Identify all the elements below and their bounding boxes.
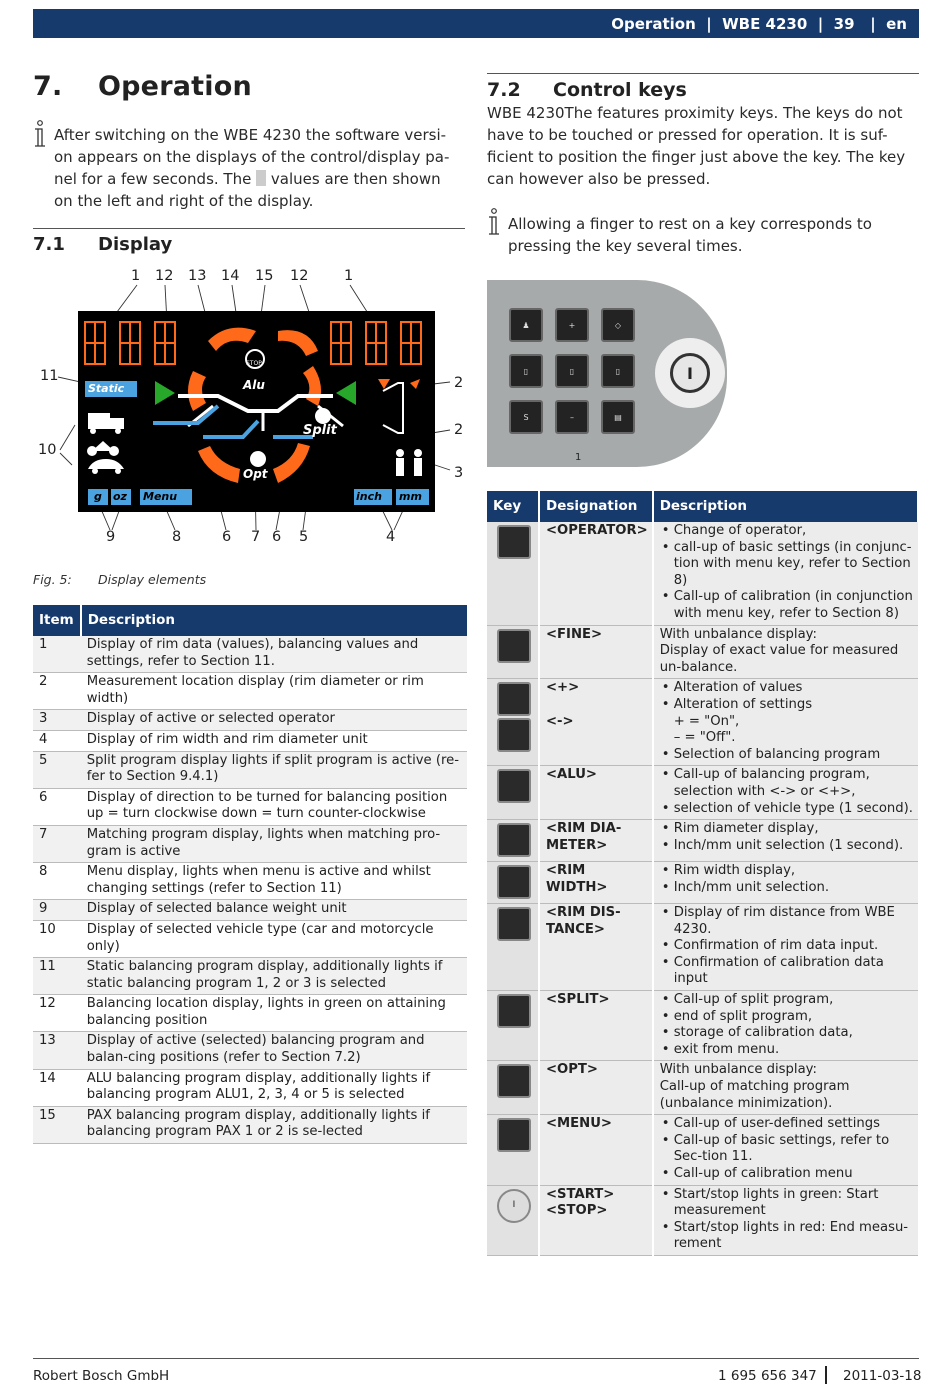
key-icon-cell — [487, 1061, 539, 1115]
item-description: Display of rim data (values), balancing values and settings, refer to Section 11. — [81, 636, 467, 673]
callout: 14 — [221, 268, 240, 284]
key-name: <-> — [546, 713, 574, 729]
item-description: PAX balancing program display, additionally lights if balancing program PAX 1 or 2 is se-lected — [81, 1106, 467, 1143]
table-row — [487, 1185, 918, 1255]
key-name: <MENU> — [546, 1116, 612, 1132]
item-number: 5 — [33, 751, 81, 788]
table-row — [487, 862, 918, 904]
table-row — [487, 625, 918, 679]
menu-key-icon: ▤ — [601, 400, 635, 434]
item-number: 6 — [33, 788, 81, 825]
paragraph-line: ficient to position the finger just above the key. The key — [487, 148, 906, 166]
footer-divider — [825, 1366, 827, 1384]
table-row — [33, 995, 467, 1032]
item-number: 10 — [33, 920, 81, 957]
item-description: Menu display, lights when menu is active and whilst changing settings (refer to Section 11) — [81, 863, 467, 900]
oz-label: oz — [113, 490, 127, 503]
callout: 1 — [131, 268, 141, 284]
key-designation — [539, 991, 653, 1061]
key-name: <ALU> — [546, 767, 597, 783]
table-row — [33, 730, 467, 751]
inch-label: inch — [356, 490, 382, 503]
info-line: nel for a few seconds. The values are then shown — [54, 170, 441, 188]
paragraph-line: can however also be pressed. — [487, 170, 711, 188]
description-item: • Call-up of basic settings, refer to Sec-tion 11. — [660, 1133, 914, 1166]
table-row — [33, 900, 467, 921]
rim-distance-key-icon: ▯ — [601, 354, 635, 388]
description-item: • Confirmation of calibration data input — [660, 955, 914, 988]
item-description: Display of direction to be turned for balancing position up = turn clockwise down = turn counter-clockwise — [81, 788, 467, 825]
column-header: Description — [653, 491, 918, 522]
stop-label: STOP — [246, 360, 262, 367]
callout: 4 — [386, 529, 396, 545]
key-designation — [539, 1061, 653, 1115]
description-item: • selection of vehicle type (1 second). — [660, 801, 914, 818]
control-panel — [487, 280, 727, 467]
key-description — [653, 862, 918, 904]
key-description — [653, 766, 918, 820]
key-name: <RIM DIS-TANCE> — [546, 905, 621, 937]
description-item: • Change of operator, — [660, 523, 914, 540]
rim-diameter-icon — [497, 823, 531, 857]
table-row — [487, 1115, 918, 1185]
column-header: Designation — [539, 491, 653, 522]
item-number: 14 — [33, 1069, 81, 1106]
description-line: Call-up of matching program (unbalance minimization). — [659, 1079, 850, 1111]
callout: 7 — [251, 529, 261, 545]
column-header: Description — [81, 605, 467, 636]
figure-caption: Display elements — [98, 572, 207, 587]
page-header: Operation | WBE 4230 | 39 | en — [33, 9, 919, 38]
item-description: Measurement location display (rim diameter or rim width) — [81, 673, 467, 710]
info-line: pressing the key several times. — [508, 237, 743, 255]
key-designation — [539, 904, 653, 991]
description-item: • Confirmation of rim data input. — [660, 938, 914, 955]
figure-caption-label: Fig. 5: — [33, 572, 72, 587]
static-label: Static — [88, 382, 125, 395]
section-title: Operation — [98, 71, 252, 102]
description-item: • Call-up of calibration menu — [660, 1166, 914, 1183]
callout: 6 — [272, 529, 282, 545]
key-description — [653, 522, 918, 625]
callout: 6 — [222, 529, 232, 545]
split-label: Split — [303, 423, 337, 438]
panel-label: 1 — [575, 452, 582, 463]
paragraph-line: WBE 4230The features proximity keys. The keys do not — [487, 104, 903, 122]
key-description — [653, 820, 918, 862]
table-row — [33, 825, 467, 862]
callout: 1 — [344, 268, 354, 284]
key-name: <OPT> — [546, 1062, 598, 1078]
alu-icon — [497, 769, 531, 803]
item-table — [33, 605, 467, 1144]
item-number: 4 — [33, 730, 81, 751]
operator-key-icon: ♟ — [509, 308, 543, 342]
display-panel — [78, 311, 435, 512]
item-description: Split program display lights if split program is active (re-fer to Section 9.4.1) — [81, 751, 467, 788]
info-icon — [32, 120, 50, 150]
item-description: Display of active (selected) balancing program and balan-cing positions (refer to Section 7.2) — [81, 1032, 467, 1069]
item-description: Display of selected vehicle type (car and motorcycle only) — [81, 920, 467, 957]
menu-icon — [497, 1118, 531, 1152]
display-graphic — [78, 311, 435, 512]
rim-width-icon — [497, 865, 531, 899]
table-row — [487, 679, 918, 766]
description-item: • Rim diameter display, — [660, 821, 914, 838]
rim-width-key-icon: ▯ — [555, 354, 589, 388]
key-description — [653, 991, 918, 1061]
footer-company: Robert Bosch GmbH — [33, 1368, 170, 1384]
key-name: <OPERATOR> — [546, 523, 648, 538]
key-icon-cell — [487, 1185, 539, 1255]
table-row — [33, 751, 467, 788]
callout: 13 — [188, 268, 207, 284]
table-row — [487, 1061, 918, 1115]
section-number: 7.2 — [487, 79, 521, 101]
item-number: 7 — [33, 825, 81, 862]
description-item: – = "Off". — [673, 730, 736, 746]
key-icon-cell — [487, 904, 539, 991]
rim-diameter-key-icon: ▯ — [509, 354, 543, 388]
column-header: Item — [33, 605, 81, 636]
description-item: • storage of calibration data, — [660, 1025, 914, 1042]
table-row — [33, 920, 467, 957]
key-designation — [539, 820, 653, 862]
callout: 15 — [255, 268, 274, 284]
key-name: <RIM DIA-METER> — [546, 821, 622, 853]
description-item: • Call-up of split program, — [660, 992, 914, 1009]
item-number: 15 — [33, 1106, 81, 1143]
description-item: • Alteration of settings — [660, 697, 914, 714]
footer-date: 2011-03-18 — [843, 1368, 922, 1384]
key-table — [487, 491, 919, 1256]
table-row — [487, 522, 918, 625]
key-icon-cell — [487, 862, 539, 904]
callout: 2 — [454, 375, 464, 391]
description-item: • Inch/mm unit selection. — [660, 880, 914, 897]
callout: 8 — [172, 529, 182, 545]
key-designation — [539, 625, 653, 679]
opt-label: Opt — [243, 467, 268, 481]
table-row — [487, 991, 918, 1061]
item-number: 2 — [33, 673, 81, 710]
item-description: Static balancing program display, additionally lights if static balancing program 1, 2 or 3 is selected — [81, 958, 467, 995]
table-row — [33, 1106, 467, 1143]
item-number: 12 — [33, 995, 81, 1032]
description-item: • Call-up of user-defined settings — [660, 1116, 914, 1133]
table-row — [33, 863, 467, 900]
split-key-icon: S — [509, 400, 543, 434]
table-row — [487, 904, 918, 991]
plus-minus-icon — [497, 682, 531, 716]
section-title: Control keys — [553, 79, 687, 101]
start-stop-icon: I — [497, 1189, 531, 1223]
key-name: <STOP> — [546, 1203, 608, 1219]
description-item: • Start/stop lights in green: Start measurement — [660, 1187, 914, 1220]
rim-distance-icon — [497, 907, 531, 941]
section-number: 7. — [33, 71, 63, 102]
key-icon-cell — [487, 820, 539, 862]
key-name: <START> — [546, 1186, 615, 1202]
digit-icon — [256, 170, 266, 186]
key-description — [653, 1185, 918, 1255]
key-icon-cell — [487, 679, 539, 766]
table-row — [33, 1069, 467, 1106]
fine-key-icon: + — [555, 308, 589, 342]
key-designation — [539, 862, 653, 904]
key-description — [653, 1115, 918, 1185]
item-number: 3 — [33, 710, 81, 731]
key-description — [653, 679, 918, 766]
key-designation — [539, 522, 653, 625]
key-icon-cell — [487, 625, 539, 679]
section-number: 7.1 — [33, 234, 65, 255]
alu-label: Alu — [243, 378, 265, 392]
description-item: • Alteration of values — [660, 680, 914, 697]
key-description — [653, 1061, 918, 1115]
key-designation — [539, 1115, 653, 1185]
description-item: + = "On", — [673, 713, 740, 729]
key-name: <SPLIT> — [546, 992, 610, 1008]
item-number: 11 — [33, 958, 81, 995]
table-row — [33, 673, 467, 710]
item-description: ALU balancing program display, additionally lights if balancing program ALU1, 2, 3, 4 or 5 is selected — [81, 1069, 467, 1106]
item-description: Balancing location display, lights in green on attaining balancing position — [81, 995, 467, 1032]
callout: 2 — [454, 422, 464, 438]
callout: 3 — [454, 465, 464, 481]
key-designation — [539, 679, 653, 766]
callout: 11 — [40, 368, 59, 384]
operator-icon — [497, 525, 531, 559]
description-line: With unbalance display: — [659, 1062, 817, 1078]
item-description: Display of active or selected operator — [81, 710, 467, 731]
item-description: Display of rim width and rim diameter unit — [81, 730, 467, 751]
description-item: • Selection of balancing program — [660, 747, 914, 764]
info-line: Allowing a finger to rest on a key corresponds to — [508, 215, 872, 233]
key-icon-cell — [487, 991, 539, 1061]
column-header: Key — [487, 491, 539, 522]
info-line: After switching on the WBE 4230 the software versi- — [54, 126, 447, 144]
item-description: Matching program display, lights when matching pro-gram is active — [81, 825, 467, 862]
callout: 9 — [106, 529, 116, 545]
item-number: 8 — [33, 863, 81, 900]
key-designation — [539, 1185, 653, 1255]
description-item: • Call-up of balancing program, selection with <-> or <+>, — [660, 767, 914, 800]
minus-icon — [497, 718, 531, 752]
description-line: Display of exact value for measured un-balance. — [659, 643, 899, 675]
mm-label: mm — [399, 490, 422, 503]
g-label: g — [94, 490, 102, 503]
item-number: 13 — [33, 1032, 81, 1069]
table-row — [33, 958, 467, 995]
item-number: 1 — [33, 636, 81, 673]
callout: 12 — [155, 268, 174, 284]
callout: 12 — [290, 268, 309, 284]
footer-docno: 1 695 656 347 — [718, 1368, 817, 1384]
key-name: <+> — [546, 680, 580, 696]
fine-icon — [497, 629, 531, 663]
description-item: • Display of rim distance from WBE 4230. — [660, 905, 914, 938]
description-item: • Rim width display, — [660, 863, 914, 880]
table-row — [487, 820, 918, 862]
alu-key-icon: ◇ — [601, 308, 635, 342]
table-row — [33, 636, 467, 673]
key-designation — [539, 766, 653, 820]
description-item: • end of split program, — [660, 1009, 914, 1026]
key-description — [653, 904, 918, 991]
key-icon-cell — [487, 522, 539, 625]
info-icon — [486, 208, 504, 238]
paragraph-line: have to be touched or pressed for operation. It is suf- — [487, 126, 888, 144]
opt-key-icon: – — [555, 400, 589, 434]
key-icon-cell — [487, 1115, 539, 1185]
item-description: Display of selected balance weight unit — [81, 900, 467, 921]
description-item: • call-up of basic settings (in conjunc-tion with menu key, refer to Section 8) — [660, 540, 914, 590]
opt-icon — [497, 1064, 531, 1098]
description-item: • Call-up of calibration (in conjunction with menu key, refer to Section 8) — [660, 589, 914, 622]
key-icon-cell — [487, 766, 539, 820]
description-line: With unbalance display: — [659, 626, 817, 642]
section-title: Display — [98, 234, 173, 255]
table-row — [487, 766, 918, 820]
info-line: on the left and right of the display. — [54, 192, 314, 210]
item-number: 9 — [33, 900, 81, 921]
table-row — [33, 1032, 467, 1069]
split-icon — [497, 994, 531, 1028]
table-row — [33, 788, 467, 825]
description-item: • Inch/mm unit selection (1 second). — [660, 838, 914, 855]
key-name: <RIM WIDTH> — [546, 863, 608, 895]
description-item: • Start/stop lights in red: End measu-rement — [660, 1220, 914, 1253]
key-name: <FINE> — [546, 626, 603, 642]
callout: 10 — [38, 442, 57, 458]
callout: 5 — [299, 529, 309, 545]
start-stop-key-icon: I — [655, 338, 725, 408]
menu-label: Menu — [143, 490, 178, 503]
table-row — [33, 710, 467, 731]
description-item: • exit from menu. — [660, 1042, 914, 1059]
info-line: on appears on the displays of the control/display pa- — [54, 148, 450, 166]
key-description — [653, 625, 918, 679]
